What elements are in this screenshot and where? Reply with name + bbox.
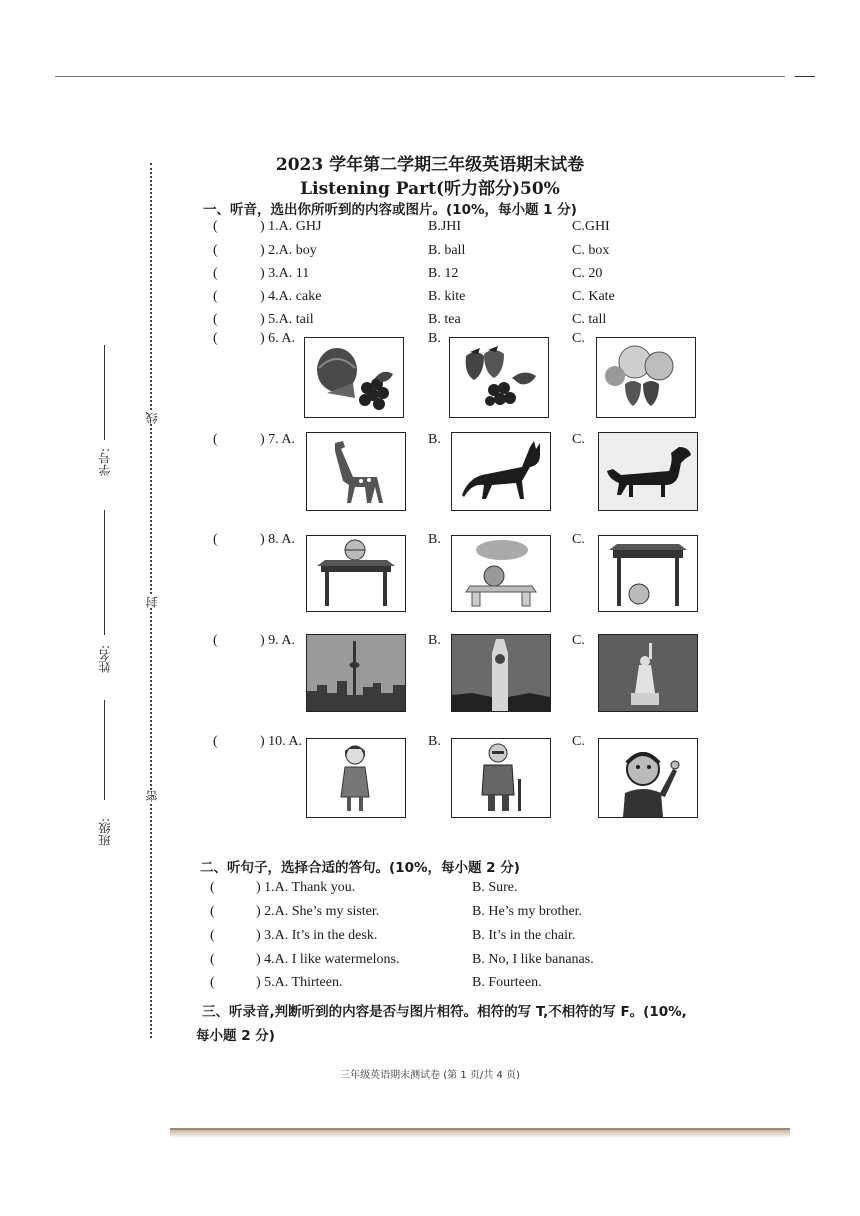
answer-bracket[interactable]: (	[213, 219, 218, 234]
q2-option-c: C. box	[572, 243, 610, 258]
q9-picture-c[interactable]	[598, 634, 698, 712]
grandpa-icon	[452, 739, 550, 817]
scan-shadow	[170, 1130, 790, 1138]
q6-label-b: B.	[428, 331, 441, 346]
p2-q1-option-a: ) 1.A. Thank you.	[256, 880, 356, 895]
p2-q3-option-b: B. It’s in the chair.	[472, 928, 576, 943]
dog-icon	[599, 433, 697, 510]
part3-heading: 三、听录音,判断听到的内容是否与图片相符。相符的写 T,不相符的写 F。(10%,	[202, 1004, 687, 1020]
statue-of-liberty-icon	[599, 635, 697, 711]
number-field[interactable]	[104, 345, 105, 440]
q7-picture-c[interactable]	[598, 432, 698, 511]
giraffe-icon	[307, 433, 405, 510]
girl-icon	[307, 739, 405, 817]
p2-q4-option-b: B. No, I like bananas.	[472, 952, 594, 967]
p2-q5-option-b: B. Fourteen.	[472, 975, 542, 990]
strawberry-grapes-icon	[450, 338, 548, 417]
number-label: 学号:	[98, 448, 112, 477]
q9-label-a: ) 9. A.	[260, 633, 295, 648]
seal-char-feng: 封	[145, 596, 159, 608]
q1-option-c: C.GHI	[572, 219, 610, 234]
q8-label-a: ) 8. A.	[260, 532, 295, 547]
top-dash	[795, 76, 815, 77]
cn-tower-icon	[307, 635, 405, 711]
p2-q4-option-a: ) 4.A. I like watermelons.	[256, 952, 400, 967]
answer-bracket[interactable]: (	[210, 975, 215, 990]
q3-option-a: ) 3.A. 11	[260, 266, 310, 281]
q9-picture-a[interactable]	[306, 634, 406, 712]
seal-char-mi: 密	[145, 790, 159, 802]
page-footer: 三年级英语期末测试卷 (第 1 页/共 4 页)	[340, 1070, 520, 1081]
q9-label-b: B.	[428, 633, 441, 648]
q7-picture-a[interactable]	[306, 432, 406, 511]
q8-picture-b[interactable]	[451, 535, 551, 612]
class-label: 班级:	[98, 818, 112, 847]
answer-bracket[interactable]: (	[210, 928, 215, 943]
orange-strawberry-icon	[597, 338, 695, 417]
q10-label-a: ) 10. A.	[260, 734, 302, 749]
q4-option-b: B. kite	[428, 289, 466, 304]
q2-option-a: ) 2.A. boy	[260, 243, 317, 258]
q4-option-c: C. Kate	[572, 289, 615, 304]
q4-option-a: ) 4.A. cake	[260, 289, 322, 304]
q3-option-b: B. 12	[428, 266, 459, 281]
q7-label-a: ) 7. A.	[260, 432, 295, 447]
q1-option-a: ) 1.A. GHJ	[260, 219, 322, 234]
class-field[interactable]	[104, 700, 105, 800]
p2-q3-option-a: ) 3.A. It’s in the desk.	[256, 928, 378, 943]
answer-bracket[interactable]: (	[210, 904, 215, 919]
exam-title: 2023 学年第二学期三年级英语期末试卷	[275, 155, 585, 175]
q8-picture-a[interactable]	[306, 535, 406, 612]
name-field[interactable]	[104, 510, 105, 635]
q9-picture-b[interactable]	[451, 634, 551, 712]
q7-picture-b[interactable]	[451, 432, 551, 511]
p2-q2-option-a: ) 2.A. She’s my sister.	[256, 904, 380, 919]
q5-option-c: C. tall	[572, 312, 607, 327]
q10-label-c: C.	[572, 734, 585, 749]
ball-on-desk-icon	[307, 536, 405, 611]
q6-picture-b[interactable]	[449, 337, 549, 418]
part1-heading: 一、听音，选出你所听到的内容或图片。(10%，每小题 1 分)	[203, 202, 577, 218]
q6-picture-c[interactable]	[596, 337, 696, 418]
p2-q1-option-b: B. Sure.	[472, 880, 518, 895]
q6-label-c: C.	[572, 331, 585, 346]
q3-option-c: C. 20	[572, 266, 603, 281]
ball-under-chair-icon	[452, 536, 550, 611]
q6-label-a: ) 6. A.	[260, 331, 295, 346]
answer-bracket[interactable]: (	[213, 312, 218, 327]
p2-q5-option-a: ) 5.A. Thirteen.	[256, 975, 343, 990]
answer-bracket[interactable]: (	[213, 243, 218, 258]
q5-option-b: B. tea	[428, 312, 461, 327]
answer-bracket[interactable]: (	[213, 289, 218, 304]
p2-q2-option-b: B. He’s my brother.	[472, 904, 583, 919]
ball-under-desk-icon	[599, 536, 697, 611]
part3-heading-cont: 每小题 2 分)	[196, 1028, 275, 1044]
exam-subtitle: Listening Part(听力部分)50%	[300, 179, 560, 199]
answer-bracket[interactable]: (	[213, 734, 218, 749]
part2-heading: 二、听句子，选择合适的答句。(10%，每小题 2 分)	[200, 860, 520, 876]
q7-label-b: B.	[428, 432, 441, 447]
top-rule	[55, 76, 785, 77]
q10-picture-c[interactable]	[598, 738, 698, 818]
q10-picture-b[interactable]	[451, 738, 551, 818]
seal-char-xian: 线	[145, 412, 159, 424]
answer-bracket[interactable]: (	[213, 432, 218, 447]
q2-option-b: B. ball	[428, 243, 466, 258]
answer-bracket[interactable]: (	[213, 633, 218, 648]
q8-picture-c[interactable]	[598, 535, 698, 612]
answer-bracket[interactable]: (	[213, 331, 218, 346]
q7-label-c: C.	[572, 432, 585, 447]
name-label: 姓名:	[98, 645, 112, 674]
answer-bracket[interactable]: (	[213, 532, 218, 547]
answer-bracket[interactable]: (	[210, 952, 215, 967]
q9-label-c: C.	[572, 633, 585, 648]
q1-option-b: B.JHI	[428, 219, 462, 234]
answer-bracket[interactable]: (	[213, 266, 218, 281]
cat-icon	[452, 433, 550, 510]
watermelon-grapes-icon	[305, 338, 403, 417]
big-ben-icon	[452, 635, 550, 711]
q10-picture-a[interactable]	[306, 738, 406, 818]
q8-label-b: B.	[428, 532, 441, 547]
q6-picture-a[interactable]	[304, 337, 404, 418]
q10-label-b: B.	[428, 734, 441, 749]
man-pointing-icon	[599, 739, 697, 817]
q5-option-a: ) 5.A. tail	[260, 312, 314, 327]
answer-bracket[interactable]: (	[210, 880, 215, 895]
q8-label-c: C.	[572, 532, 585, 547]
